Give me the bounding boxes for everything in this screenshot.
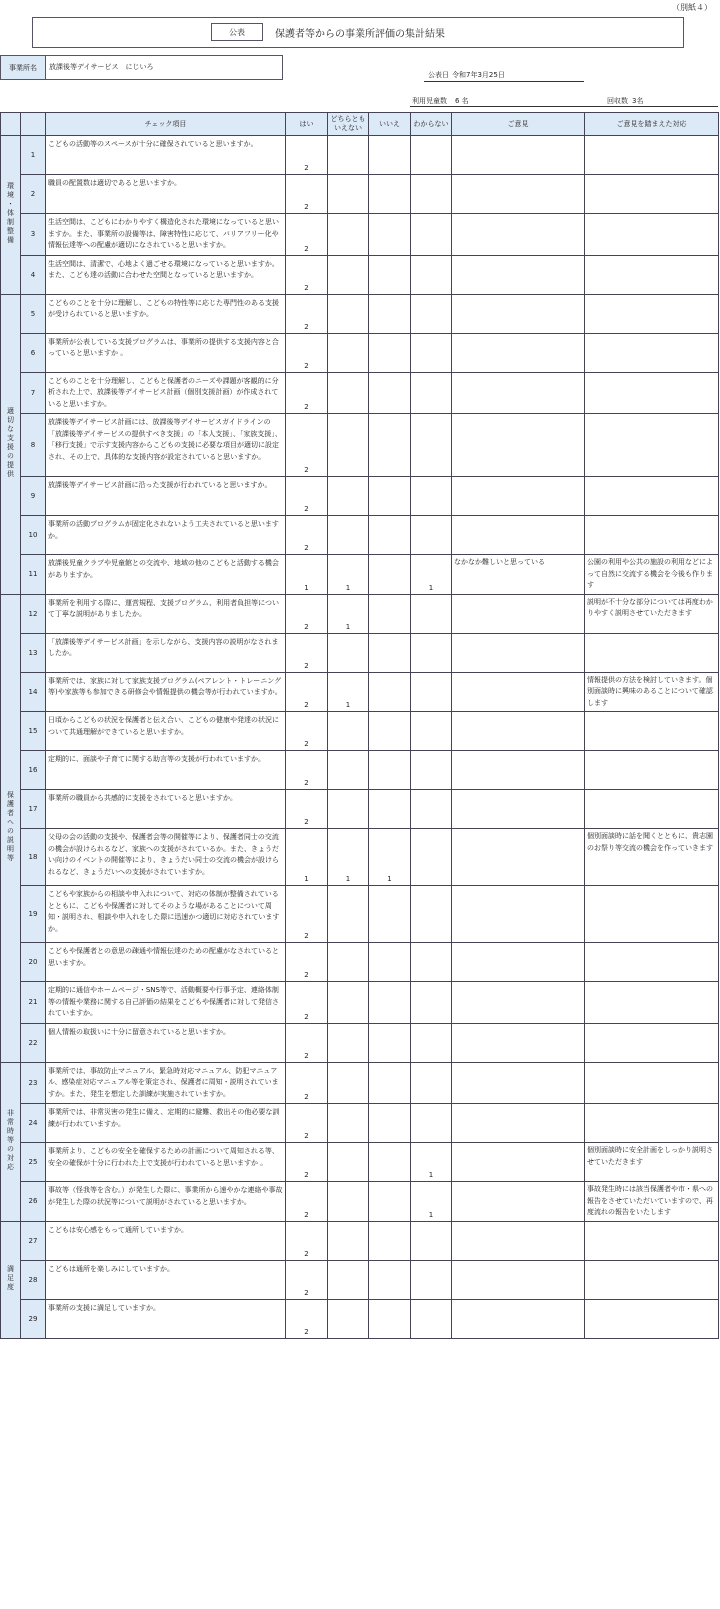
response-cell: 公園の利用や公共の施設の利用などによって自然に交流する機会を今後も作ります — [585, 555, 719, 595]
item-number: 12 — [21, 594, 46, 633]
count-unknown — [411, 214, 452, 256]
item-number: 6 — [21, 333, 46, 372]
count-unknown — [411, 1104, 452, 1143]
count-neither — [328, 477, 369, 516]
response-cell — [585, 214, 719, 256]
count-no — [369, 751, 411, 790]
count-yes: 2 — [286, 175, 328, 214]
item-question: 父母の会の活動の支援や、保護者会等の開催等により、保護者同士の交流の機会が設けられるなど、家族への支援がされているか。また、きょうだい向けのイベントの開催等により、きょうだい同士の交流の機会が設けられるなど、きょうだいへの支援がされていますか。 — [46, 829, 286, 886]
opinion-cell — [452, 633, 585, 672]
annex-label: （別紙４） — [672, 3, 712, 12]
users-label: 利用児童数 — [412, 97, 447, 105]
count-no — [369, 1221, 411, 1260]
count-no — [369, 672, 411, 712]
count-unknown — [411, 943, 452, 982]
title-box — [32, 17, 684, 48]
table-header-row — [1, 113, 719, 136]
item-number: 19 — [21, 886, 46, 943]
count-no — [369, 982, 411, 1024]
count-unknown — [411, 333, 452, 372]
opinion-cell — [452, 1062, 585, 1104]
item-number: 18 — [21, 829, 46, 886]
count-neither — [328, 333, 369, 372]
response-cell: 説明が不十分な部分については再度わかりやすく説明させていただきます — [585, 594, 719, 633]
count-neither — [328, 1062, 369, 1104]
item-number: 1 — [21, 136, 46, 175]
response-cell — [585, 1104, 719, 1143]
responses-label: 回収数 — [607, 97, 628, 105]
count-unknown — [411, 672, 452, 712]
response-cell — [585, 1062, 719, 1104]
table-row — [1, 790, 719, 829]
table-row — [1, 982, 719, 1024]
category-label: 適切な支援の提供 — [6, 407, 15, 479]
count-unknown — [411, 294, 452, 333]
item-number: 8 — [21, 414, 46, 477]
response-cell — [585, 477, 719, 516]
count-no — [369, 1299, 411, 1338]
table-row — [1, 255, 719, 294]
opinion-cell — [452, 829, 585, 886]
opinion-cell: なかなか難しいと思っている — [452, 555, 585, 595]
table-row — [1, 1221, 719, 1260]
opinion-cell — [452, 1143, 585, 1182]
response-cell — [585, 1260, 719, 1299]
publish-date: 令和7年3月25日 — [452, 71, 505, 79]
count-no — [369, 333, 411, 372]
category-label: 環境・体制整備 — [6, 182, 15, 246]
response-cell — [585, 516, 719, 555]
page-title: 保護者等からの事業所評価の集計結果 — [275, 29, 445, 40]
item-number: 20 — [21, 943, 46, 982]
count-unknown — [411, 790, 452, 829]
count-unknown — [411, 372, 452, 414]
item-number: 10 — [21, 516, 46, 555]
category-cell — [1, 294, 21, 594]
count-no — [369, 1023, 411, 1062]
count-neither — [328, 751, 369, 790]
count-no — [369, 1143, 411, 1182]
count-yes: 2 — [286, 594, 328, 633]
count-yes: 2 — [286, 294, 328, 333]
count-neither: 1 — [328, 829, 369, 886]
opinion-cell — [452, 1023, 585, 1062]
item-number: 9 — [21, 477, 46, 516]
table-row — [1, 1299, 719, 1338]
count-no — [369, 477, 411, 516]
opinion-cell — [452, 333, 585, 372]
count-unknown — [411, 255, 452, 294]
item-question: こどものことを十分理解し、こどもと保護者のニーズや課題が客観的に分析された上で、放課後等デイサービス計画（個別支援計画）が作成されていると思いますか。 — [46, 372, 286, 414]
table-row — [1, 214, 719, 256]
count-yes: 2 — [286, 633, 328, 672]
count-neither — [328, 1221, 369, 1260]
count-yes: 2 — [286, 1299, 328, 1338]
table-row — [1, 943, 719, 982]
opinion-cell — [452, 1182, 585, 1222]
response-cell — [585, 372, 719, 414]
item-question: 事故等（怪我等を含む。）が発生した際に、事業所から速やかな連絡や事故が発生した際の状況等について説明がされていると思いますか。 — [46, 1182, 286, 1222]
count-neither — [328, 214, 369, 256]
count-unknown — [411, 414, 452, 477]
count-no — [369, 790, 411, 829]
count-neither — [328, 712, 369, 751]
count-no — [369, 294, 411, 333]
meta-underline — [410, 106, 718, 107]
response-cell — [585, 943, 719, 982]
table-row — [1, 751, 719, 790]
item-number: 7 — [21, 372, 46, 414]
opinion-cell — [452, 982, 585, 1024]
count-unknown — [411, 136, 452, 175]
item-number: 13 — [21, 633, 46, 672]
item-question: 生活空間は、清潔で、心地よく過ごせる環境になっていると思いますか。また、こども達の活動に合わせた空間となっていると思いますか。 — [46, 255, 286, 294]
response-cell — [585, 633, 719, 672]
response-cell: 個別面談時に話を聞くとともに、貴志園のお祭り等交流の機会を作っていきます — [585, 829, 719, 886]
table-row — [1, 555, 719, 595]
table-row — [1, 477, 719, 516]
count-no — [369, 414, 411, 477]
response-cell — [585, 175, 719, 214]
item-number: 28 — [21, 1260, 46, 1299]
response-cell — [585, 333, 719, 372]
count-neither — [328, 136, 369, 175]
count-yes: 2 — [286, 333, 328, 372]
header-no: いいえ — [369, 113, 411, 136]
opinion-cell — [452, 712, 585, 751]
item-number: 3 — [21, 214, 46, 256]
count-unknown — [411, 829, 452, 886]
item-number: 11 — [21, 555, 46, 595]
users-value: 6 名 — [455, 97, 469, 105]
response-cell — [585, 982, 719, 1024]
item-question: 生活空間は、こどもにわかりやすく構造化された環境になっていると思いますか。また、事業所の設備等は、障害特性に応じて、バリアフリー化や情報伝達等への配慮が適切になされていると思いますか。 — [46, 214, 286, 256]
table-row — [1, 1023, 719, 1062]
table-row — [1, 1260, 719, 1299]
opinion-cell — [452, 175, 585, 214]
count-no — [369, 255, 411, 294]
count-no — [369, 633, 411, 672]
response-cell — [585, 790, 719, 829]
count-yes: 2 — [286, 1221, 328, 1260]
count-no — [369, 555, 411, 595]
category-cell — [1, 136, 21, 295]
table-row — [1, 1143, 719, 1182]
count-no — [369, 1104, 411, 1143]
item-question: 事業所では、家族に対して家族支援プログラム(ペアレント・トレーニング等)や家族等も参加できる研修会や情報提供の機会等が行われていますか。 — [46, 672, 286, 712]
count-neither — [328, 516, 369, 555]
count-yes: 2 — [286, 255, 328, 294]
response-cell — [585, 1023, 719, 1062]
table-row — [1, 633, 719, 672]
item-question: 放課後等デイサービス計画に沿った支援が行われていると思いますか。 — [46, 477, 286, 516]
table-row — [1, 175, 719, 214]
item-number: 23 — [21, 1062, 46, 1104]
count-neither — [328, 1182, 369, 1222]
item-number: 2 — [21, 175, 46, 214]
count-unknown — [411, 477, 452, 516]
item-question: こどもは通所を楽しみにしていますか。 — [46, 1260, 286, 1299]
count-unknown — [411, 751, 452, 790]
count-neither — [328, 982, 369, 1024]
count-neither — [328, 1023, 369, 1062]
table-row — [1, 372, 719, 414]
publish-underline — [424, 81, 584, 82]
count-no — [369, 712, 411, 751]
count-yes: 2 — [286, 751, 328, 790]
opinion-cell — [452, 790, 585, 829]
count-yes: 2 — [286, 136, 328, 175]
item-number: 15 — [21, 712, 46, 751]
count-no — [369, 886, 411, 943]
category-cell — [1, 1221, 21, 1338]
response-cell — [585, 1221, 719, 1260]
count-neither — [328, 1299, 369, 1338]
opinion-cell — [452, 943, 585, 982]
count-yes: 2 — [286, 1143, 328, 1182]
public-badge: 公表 — [211, 23, 263, 41]
count-neither — [328, 886, 369, 943]
count-neither — [328, 1143, 369, 1182]
count-unknown — [411, 175, 452, 214]
count-yes: 2 — [286, 477, 328, 516]
response-cell — [585, 414, 719, 477]
table-row — [1, 712, 719, 751]
opinion-cell — [452, 255, 585, 294]
count-neither — [328, 372, 369, 414]
item-question: こどもは安心感をもって通所していますか。 — [46, 1221, 286, 1260]
count-neither — [328, 255, 369, 294]
item-question: 放課後等デイサービス計画には、放課後等デイサービスガイドラインの「放課後等デイサービスの提供すべき支援」の「本人支援」、「家族支援」、「移行支援」で示す支援内容からこどもの支援に必要な項目が適切に設定され、その上で、具体的な支援内容が設定されていると思いますか。 — [46, 414, 286, 477]
count-neither: 1 — [328, 555, 369, 595]
response-cell — [585, 136, 719, 175]
response-cell — [585, 751, 719, 790]
table-row — [1, 414, 719, 477]
item-question: こどもや家族からの相談や申入れについて、対応の体制が整備されているとともに、こどもや保護者に対してそのような場があることについて周知・説明され、相談や申入れをした際に迅速かつ適切に対応されていますか。 — [46, 886, 286, 943]
publish-label: 公表日 — [428, 71, 449, 79]
count-yes: 2 — [286, 1104, 328, 1143]
count-unknown — [411, 982, 452, 1024]
count-no — [369, 136, 411, 175]
opinion-cell — [452, 414, 585, 477]
item-question: 事業所の職員から共感的に支援をされていると思いますか。 — [46, 790, 286, 829]
count-yes: 2 — [286, 1023, 328, 1062]
item-question: 事業所を利用する際に、運営規程、支援プログラム、利用者負担等について丁寧な説明がありましたか。 — [46, 594, 286, 633]
table-row — [1, 1062, 719, 1104]
count-unknown: 1 — [411, 1182, 452, 1222]
count-yes: 2 — [286, 712, 328, 751]
table-row — [1, 294, 719, 333]
opinion-cell — [452, 294, 585, 333]
count-no — [369, 1260, 411, 1299]
count-yes: 2 — [286, 886, 328, 943]
office-box — [0, 55, 283, 80]
count-no — [369, 516, 411, 555]
table-body — [1, 136, 719, 1339]
count-no — [369, 943, 411, 982]
count-yes: 1 — [286, 555, 328, 595]
response-cell — [585, 886, 719, 943]
count-unknown — [411, 712, 452, 751]
count-yes: 2 — [286, 1182, 328, 1222]
item-question: 定期的に通信やホームページ・SNS等で、活動概要や行事予定、連絡体制等の情報や業務に関する自己評価の結果をこどもや保護者に対して発信されていますか。 — [46, 982, 286, 1024]
count-neither — [328, 943, 369, 982]
item-number: 17 — [21, 790, 46, 829]
item-question: 事業所が公表している支援プログラムは、事業所の提供する支援内容と合っていると思いますか 。 — [46, 333, 286, 372]
count-neither — [328, 790, 369, 829]
table-row — [1, 1182, 719, 1222]
item-number: 21 — [21, 982, 46, 1024]
count-yes: 2 — [286, 1062, 328, 1104]
item-number: 24 — [21, 1104, 46, 1143]
count-neither — [328, 294, 369, 333]
count-unknown — [411, 1221, 452, 1260]
category-cell — [1, 1062, 21, 1221]
item-question: 事業所では、非常災害の発生に備え、定期的に避難、救出その他必要な訓練が行われていますか。 — [46, 1104, 286, 1143]
item-number: 27 — [21, 1221, 46, 1260]
category-label: 保護者への説明等 — [6, 791, 15, 863]
item-question: 個人情報の取扱いに十分に留意されていると思いますか。 — [46, 1023, 286, 1062]
item-question: 事業所より、こどもの安全を確保するための計画について周知される等、安全の確保が十分に行われた上で支援が行われていると思いますか 。 — [46, 1143, 286, 1182]
item-question: こどもの活動等のスペースが十分に確保されていると思いますか。 — [46, 136, 286, 175]
opinion-cell — [452, 672, 585, 712]
count-neither: 1 — [328, 672, 369, 712]
count-yes: 2 — [286, 1260, 328, 1299]
count-unknown — [411, 1299, 452, 1338]
count-yes: 2 — [286, 414, 328, 477]
opinion-cell — [452, 594, 585, 633]
item-question: 定期的に、面談や子育てに関する助言等の支援が行われていますか。 — [46, 751, 286, 790]
count-neither — [328, 1260, 369, 1299]
item-number: 22 — [21, 1023, 46, 1062]
opinion-cell — [452, 214, 585, 256]
count-no — [369, 1182, 411, 1222]
count-unknown — [411, 516, 452, 555]
table-row — [1, 829, 719, 886]
item-number: 16 — [21, 751, 46, 790]
responses-value: 3名 — [632, 97, 644, 105]
header-category — [1, 113, 21, 136]
count-neither — [328, 633, 369, 672]
count-neither: 1 — [328, 594, 369, 633]
opinion-cell — [452, 136, 585, 175]
count-unknown — [411, 594, 452, 633]
count-unknown — [411, 1062, 452, 1104]
count-yes: 1 — [286, 829, 328, 886]
count-neither — [328, 1104, 369, 1143]
header-number — [21, 113, 46, 136]
response-cell: 情報提供の方法を検討していきます。個別面談時に興味のあることについて確認します — [585, 672, 719, 712]
item-question: 「放課後等デイサービス計画」を示しながら、支援内容の説明がなされましたか。 — [46, 633, 286, 672]
item-number: 5 — [21, 294, 46, 333]
opinion-cell — [452, 1299, 585, 1338]
response-cell: 個別面談時に安全計画をしっかり説明させていただきます — [585, 1143, 719, 1182]
count-unknown: 1 — [411, 555, 452, 595]
count-unknown — [411, 886, 452, 943]
count-yes: 2 — [286, 214, 328, 256]
item-question: 事業所の支援に満足していますか。 — [46, 1299, 286, 1338]
item-question: 職員の配置数は適切であると思いますか。 — [46, 175, 286, 214]
count-yes: 2 — [286, 372, 328, 414]
item-number: 29 — [21, 1299, 46, 1338]
count-no — [369, 372, 411, 414]
response-cell — [585, 1299, 719, 1338]
category-label: 満足度 — [6, 1265, 15, 1292]
count-unknown — [411, 1260, 452, 1299]
item-question: 放課後児童クラブや児童館との交流や、地域の他のこどもと活動する機会がありますか。 — [46, 555, 286, 595]
table-row — [1, 1104, 719, 1143]
header-item: チェック項目 — [46, 113, 286, 136]
response-cell: 事故発生時には該当保護者や市・県への報告をさせていただいていますので、再度流れの報告をいたします — [585, 1182, 719, 1222]
item-number: 14 — [21, 672, 46, 712]
count-yes: 2 — [286, 516, 328, 555]
count-no — [369, 214, 411, 256]
table-row — [1, 672, 719, 712]
evaluation-table — [0, 112, 719, 1339]
response-cell — [585, 712, 719, 751]
count-unknown — [411, 1023, 452, 1062]
count-no — [369, 1062, 411, 1104]
opinion-cell — [452, 1221, 585, 1260]
category-label: 非常時等の対応 — [6, 1109, 15, 1172]
header-yes: はい — [286, 113, 328, 136]
table-row — [1, 594, 719, 633]
count-yes: 2 — [286, 672, 328, 712]
table-row — [1, 516, 719, 555]
category-cell — [1, 594, 21, 1062]
opinion-cell — [452, 516, 585, 555]
table-row — [1, 333, 719, 372]
count-unknown: 1 — [411, 1143, 452, 1182]
count-neither — [328, 414, 369, 477]
item-question: 事業所の活動プログラムが固定化されないよう工夫されていると思いますか。 — [46, 516, 286, 555]
item-number: 25 — [21, 1143, 46, 1182]
opinion-cell — [452, 1260, 585, 1299]
opinion-cell — [452, 751, 585, 790]
item-question: 事業所では、事故防止マニュアル、緊急時対応マニュアル、防犯マニュアル、感染症対応マニュアル等を策定され、保護者に周知・説明されていますか。また、発生を想定した訓練が実施されていますか。 — [46, 1062, 286, 1104]
opinion-cell — [452, 477, 585, 516]
header-response: ご意見を踏まえた対応 — [585, 113, 719, 136]
opinion-cell — [452, 372, 585, 414]
header-neither: どちらとも いえない — [328, 113, 369, 136]
item-number: 4 — [21, 255, 46, 294]
count-yes: 2 — [286, 943, 328, 982]
office-name: 放課後等デイサービス にじいろ — [49, 63, 154, 71]
item-question: こどものことを十分に理解し、こどもの特性等に応じた専門性のある支援が受けられていると思いますか。 — [46, 294, 286, 333]
item-question: 日頃からこどもの状況を保護者と伝え合い、こどもの健康や発達の状況について共通理解ができていると思いますか。 — [46, 712, 286, 751]
count-yes: 2 — [286, 790, 328, 829]
item-question: こどもや保護者との意思の疎通や情報伝達のための配慮がなされていると思いますか。 — [46, 943, 286, 982]
header-opinion: ご意見 — [452, 113, 585, 136]
office-label: 事業所名 — [1, 56, 46, 79]
count-no — [369, 175, 411, 214]
count-yes: 2 — [286, 982, 328, 1024]
count-no — [369, 594, 411, 633]
item-number: 26 — [21, 1182, 46, 1222]
count-no: 1 — [369, 829, 411, 886]
table-row — [1, 886, 719, 943]
opinion-cell — [452, 1104, 585, 1143]
count-unknown — [411, 633, 452, 672]
header-unknown: わからない — [411, 113, 452, 136]
response-cell — [585, 294, 719, 333]
table-row — [1, 136, 719, 175]
response-cell — [585, 255, 719, 294]
count-neither — [328, 175, 369, 214]
opinion-cell — [452, 886, 585, 943]
